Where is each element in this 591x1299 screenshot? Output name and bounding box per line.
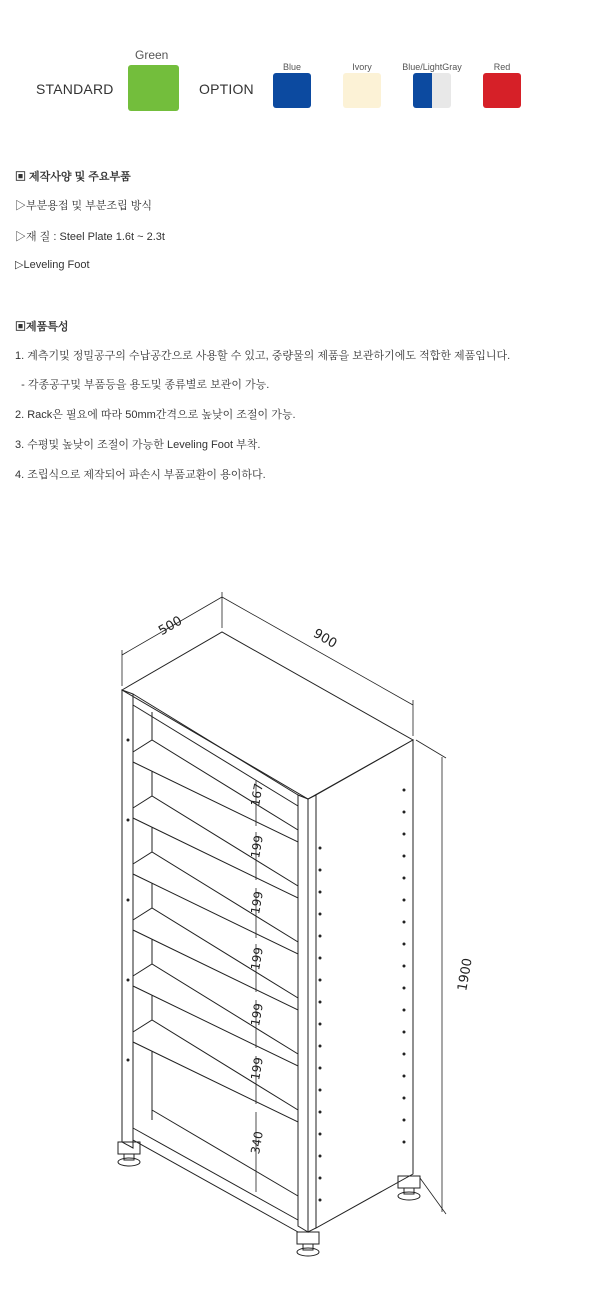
dim-gap: 199 xyxy=(248,946,266,972)
feature-item: 2. Rack은 필요에 따라 50mm간격으로 높낮이 조절이 가능. xyxy=(15,409,296,421)
standard-color-swatch xyxy=(128,65,179,111)
feature-item: 3. 수평및 높낮이 조절이 가능한 Leveling Foot 부착. xyxy=(15,439,261,451)
features-heading: ▣제품특성 xyxy=(15,321,69,333)
dim-gap: 340 xyxy=(248,1130,266,1156)
dim-width: 900 xyxy=(310,626,340,652)
option-color-name: Blue/LightGray xyxy=(402,62,462,72)
option-label: OPTION xyxy=(199,81,254,97)
option-color-name: Red xyxy=(493,62,511,72)
dim-gap: 199 xyxy=(248,1002,266,1028)
dim-gap: 167 xyxy=(248,782,266,808)
feature-item: - 각종공구및 부품등을 용도및 종류별로 보관이 가능. xyxy=(15,379,270,391)
spec-heading: ▣ 제작사양 및 주요부품 xyxy=(15,171,131,183)
dim-gap: 199 xyxy=(248,1056,266,1082)
spec-item: ▷재 질 : Steel Plate 1.6t ~ 2.3t xyxy=(15,231,165,243)
dim-depth: 500 xyxy=(156,613,186,639)
cabinet-technical-drawing xyxy=(0,580,591,1280)
spec-item: ▷부분용접 및 부분조립 방식 xyxy=(15,200,153,212)
standard-color-name: Green xyxy=(135,48,169,62)
option-swatch-blue-lightgray xyxy=(413,73,451,108)
option-color-name: Blue xyxy=(282,62,301,72)
feature-item: 4. 조립식으로 제작되어 파손시 부품교환이 용이하다. xyxy=(15,469,266,481)
option-swatch-red xyxy=(483,73,521,108)
dim-gap: 199 xyxy=(248,890,266,916)
dim-height: 1900 xyxy=(455,957,476,993)
option-color-name: Ivory xyxy=(352,62,372,72)
option-swatch-ivory xyxy=(343,73,381,108)
standard-label: STANDARD xyxy=(36,81,114,97)
feature-item: 1. 계측기및 정밀공구의 수납공간으로 사용할 수 있고, 중량물의 제품을 보관하기에도 적합한 제품입니다. xyxy=(15,350,511,362)
option-swatch-blue xyxy=(273,73,311,108)
dim-gap: 199 xyxy=(248,834,266,860)
spec-item: ▷Leveling Foot xyxy=(15,259,90,271)
